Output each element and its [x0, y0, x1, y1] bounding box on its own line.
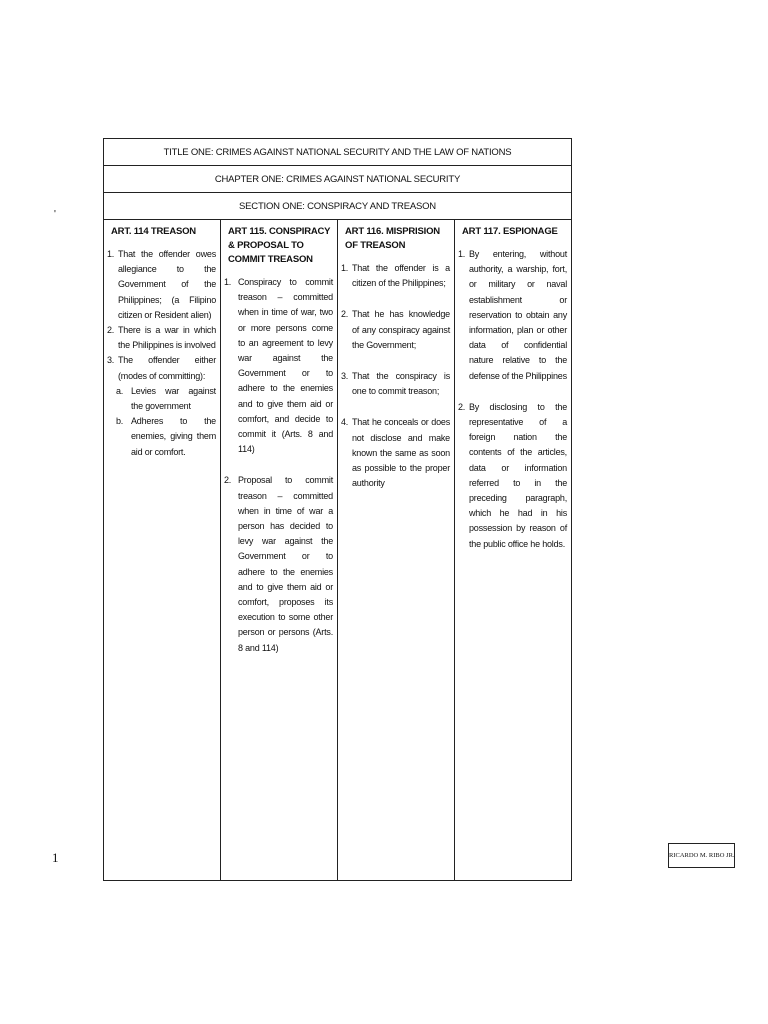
- crimes-table: [103, 138, 572, 881]
- list-item: 1. That the offender is a citizen of the Philippines;: [341, 263, 450, 289]
- list-item: 4. That he conceals or does not disclose and make known the same as soon as possible to the proper authority: [341, 417, 450, 489]
- list-item: 2. Proposal to commit treason – committed when in time of war a person has decided to levy war against the Government or to adhere to the enemies and to give them aid or comfort, proposes its execution to some other person or persons (Arts. 8 and 114): [224, 475, 333, 653]
- article-title: ART 115. CONSPIRACY & PROPOSAL TO COMMIT TREASON: [228, 226, 331, 265]
- article-column-117: [455, 220, 572, 881]
- article-title: ART. 114 TREASON: [111, 226, 196, 237]
- article-column-114: [104, 220, 221, 881]
- list-item: 3. That the conspiracy is one to commit treason;: [341, 371, 450, 397]
- list-item: 1. By entering, without authority, a warship, fort, or military or naval establishment or reservation to obtain any information, plan or other data of confidential nature relative to the defense of the Philippines: [458, 249, 567, 381]
- title-heading: TITLE ONE: CRIMES AGAINST NATIONAL SECURITY AND THE LAW OF NATIONS: [104, 139, 572, 166]
- stray-mark: ': [54, 209, 56, 220]
- author-signature-box: RICARDO M. RIBO JR.: [668, 843, 735, 868]
- list-item: 2. By disclosing to the representative of a foreign nation the contents of the articles, data or information referred to in the preceding paragraph, which he had in his possession by reason of the public office he holds.: [458, 401, 567, 549]
- sub-list-item: a. Levies war against the government: [116, 385, 216, 412]
- section-heading: SECTION ONE: CONSPIRACY AND TREASON: [104, 193, 572, 220]
- list-item: 3. The offender either (modes of committing): a. Levies war against the government b. Adheres to the enemies, giving them aid or comfort.: [107, 353, 216, 459]
- article-title: ART 117. ESPIONAGE: [462, 226, 558, 237]
- page-number: 1: [52, 850, 59, 865]
- title-row: [104, 139, 572, 166]
- chapter-row: [104, 166, 572, 193]
- list-item: 2. There is a war in which the Philippines is involved: [107, 325, 216, 351]
- list-item: 1. Conspiracy to commit treason – committed when in time of war, two or more persons come to an agreement to levy war against the Government or to adhere to the enemies and to give them aid or comfort, and decide to commit it (Arts. 8 and 114): [224, 277, 333, 455]
- sub-list-item: b. Adheres to the enemies, giving them aid or comfort.: [116, 416, 216, 457]
- article-column-115: [221, 220, 338, 881]
- section-row: [104, 193, 572, 220]
- article-title: ART 116. MISPRISION OF TREASON: [345, 226, 440, 251]
- list-item: 1. That the offender owes allegiance to the Government of the Philippines; (a Filipino citizen or Resident alien): [107, 249, 216, 320]
- chapter-heading: CHAPTER ONE: CRIMES AGAINST NATIONAL SECURITY: [104, 166, 572, 193]
- article-column-116: [338, 220, 455, 881]
- list-item: 2. That he has knowledge of any conspiracy against the Government;: [341, 309, 450, 350]
- articles-row: [104, 220, 572, 881]
